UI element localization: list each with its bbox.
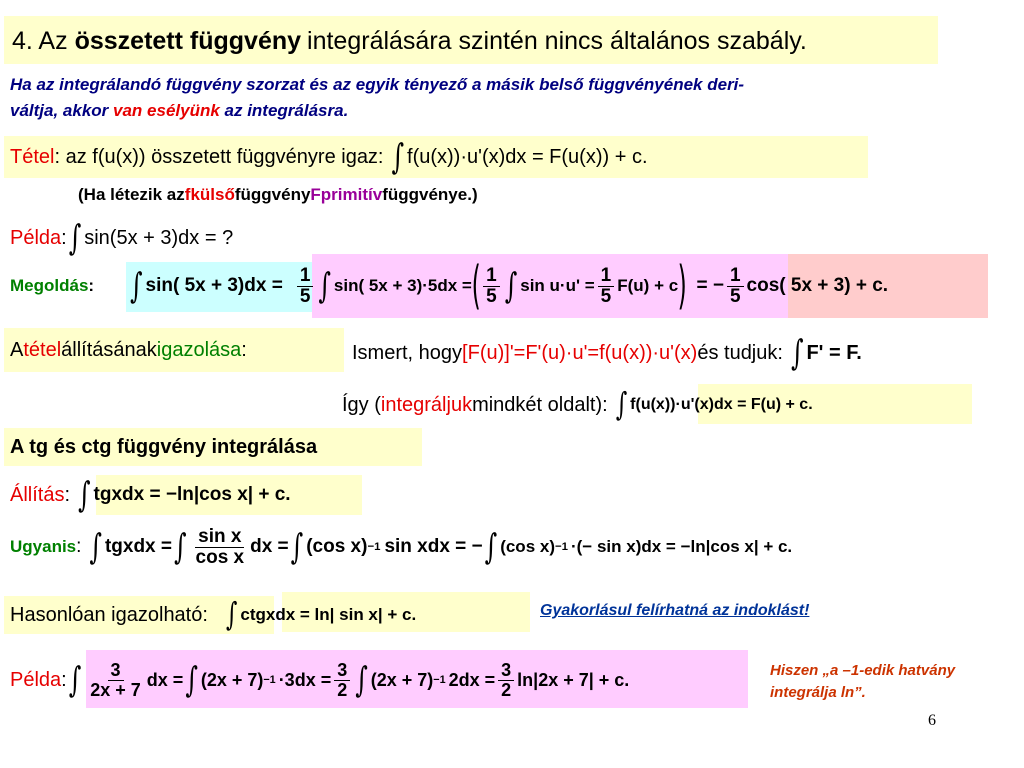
tetel-formula: f(u(x))·u'(x)dx = F(u(x)) + c. [407, 145, 648, 168]
megoldas-label: Megoldás : [10, 276, 95, 295]
proof-integrate: Így ( integráljuk mindkét oldalt): ∫ f(u(x))·u'(x)dx = F(u) + c. [342, 386, 813, 424]
slide-title: 4. Az összetett függvény integrálására szintén nincs általános szabály. [12, 26, 807, 55]
intro-text [10, 72, 1020, 124]
primitive-note: (Ha létezik az f külső függvény F primitív függvénye.) [78, 185, 478, 204]
practice-note: Gyakorlásul felírhatná az indoklást! [540, 602, 810, 619]
intro-line-1: Ha az integrálandó függvény szorzat és az egyik tényező a másik belső függvényének deri- [10, 75, 745, 94]
intro-line-2: váltja, akkor van esélyünk az integrálásra. [10, 101, 349, 120]
tg-heading: A tg és ctg függvény integrálása [10, 435, 318, 458]
proof-known: Ismert, hogy [F(u)]'=F'(u)·u'=f(u(x))·u'(x) és tudjuk: ∫ F' = F. [352, 332, 862, 374]
proof-label: A tétel állításának igazolása : [10, 338, 247, 361]
hasonloan: Hasonlóan igazolható: ∫ ctgxdx = ln| sin x| + c. [10, 596, 417, 634]
integral-sign: ∫ [391, 136, 405, 178]
megoldas-formula: ∫ sin( 5x + 3)dx = $\frac{1}{5}$ ∫ sin( 5x + 3)·5dx = ( $\frac{1}{5}$ ∫ sin u·u' = $\frac{1}{5}$ F(u) + c ) = − $\frac{1}{5}$ cos( 5x + 3) + c. [130, 256, 889, 316]
ugyanis: Ugyanis : ∫ tgxdx = ∫ $\frac{\text{sin x}}{\text{cos x}}$ dx = ∫ (cos x) −1 sin xdx = − ∫ (cos x) −1 ·(− sin x)dx = −ln|cos x| + c. [10, 525, 793, 568]
fraction-1-5: $\frac{1}{5}$ [297, 266, 314, 307]
example-2: Példa : ∫ $\frac{3}{2x + 7}$ dx = ∫ (2x + 7) −1 ·3dx = $\frac{3}{2}$ ∫ (2x + 7) −1 2dx = $\frac{3}{2}$ ln|2x + 7| + c. [10, 659, 630, 701]
example-1-formula: sin(5x + 3)dx = ? [84, 226, 234, 249]
example-1: Példa : ∫ sin(5x + 3)dx = ? [10, 217, 234, 259]
page-number: 6 [928, 712, 936, 729]
allitas: Állítás : ∫ tgxdx = −ln|cos x| + c. [10, 474, 291, 516]
tetel-statement: Tétel : az f(u(x)) összetett függvényre igaz: ∫ f(u(x))·u'(x)dx = F(u(x)) + c. [10, 136, 648, 178]
integral-sign: ∫ [68, 217, 82, 259]
hiszen-note: Hiszen „a –1-edik hatvány integrálja ln”. [770, 662, 956, 701]
